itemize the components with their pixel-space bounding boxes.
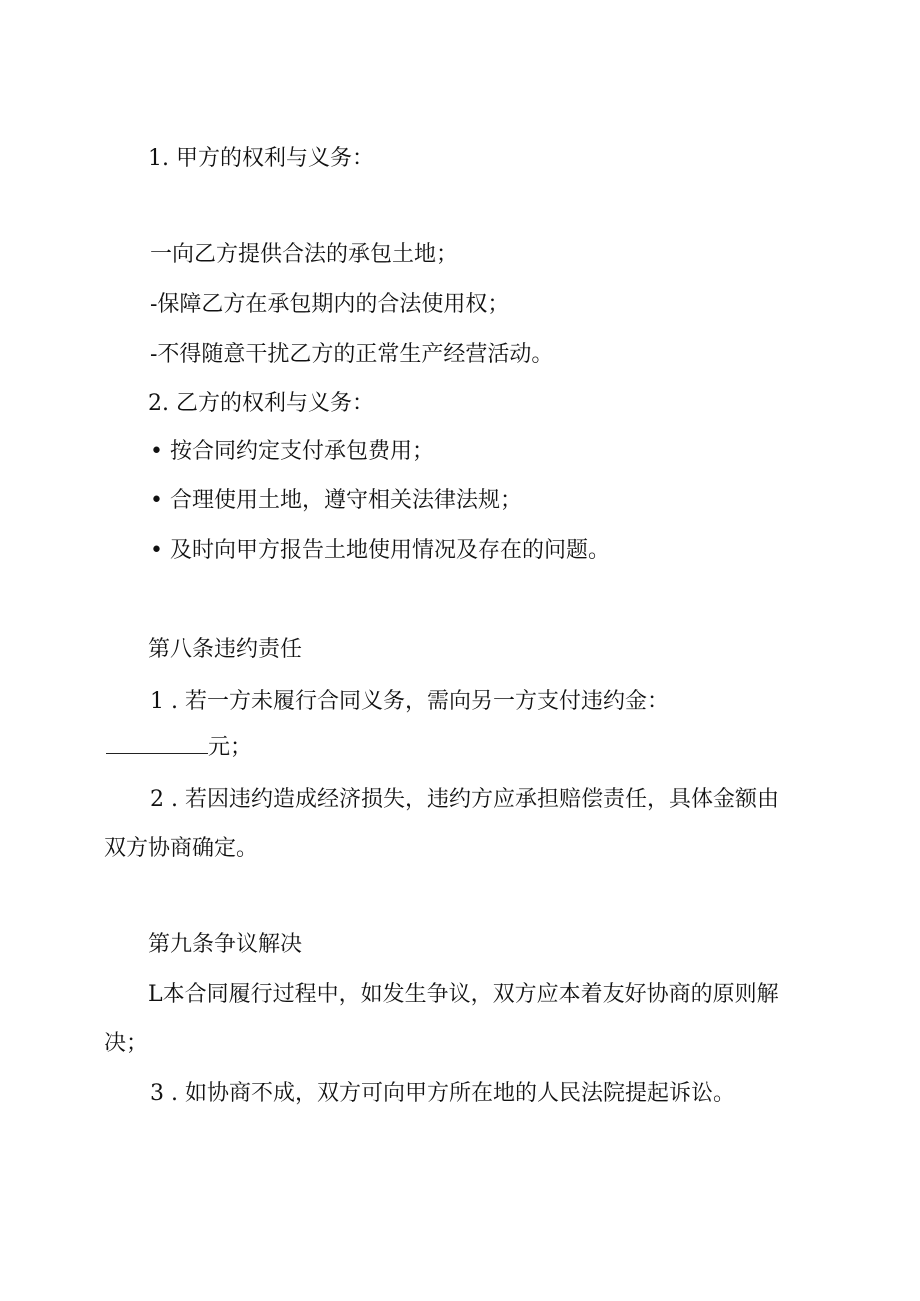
penalty-amount-blank	[106, 733, 208, 754]
party-a-item: -不得随意干扰乙方的正常生产经营活动。	[150, 342, 554, 367]
breach-item-2-continued: 双方协商确定。	[104, 836, 259, 861]
dispute-item-1-continued: 决；	[104, 1031, 149, 1056]
dispute-item-3: 3 . 如协商不成，双方可向甲方所在地的人民法院提起诉讼。	[150, 1081, 735, 1106]
section-title-breach-liability: 第八条违约责任	[148, 637, 303, 662]
breach-item-2: 2 . 若因违约造成经济损失，违约方应承担赔偿责任，具体金额由	[150, 787, 779, 812]
party-a-rights-heading: 1. 甲方的权利与义务：	[148, 146, 374, 171]
breach-item-1: 1 . 若一方未履行合同义务，需向另一方支付违约金：	[150, 689, 669, 714]
dispute-item-1: L本合同履行过程中，如发生争议，双方应本着友好协商的原则解	[148, 982, 779, 1007]
party-b-item: • 按合同约定支付承包费用；	[150, 439, 434, 464]
party-b-item: • 及时向甲方报告土地使用情况及存在的问题。	[150, 538, 610, 563]
penalty-unit: 元；	[208, 735, 253, 760]
section-title-dispute-resolution: 第九条争议解决	[148, 932, 303, 957]
penalty-amount-line	[106, 733, 252, 763]
party-b-item: • 合理使用土地，遵守相关法律法规；	[150, 488, 522, 513]
party-a-item: -保障乙方在承包期内的合法使用权；	[150, 292, 510, 317]
party-a-item: 一向乙方提供合法的承包土地；	[150, 242, 459, 267]
party-b-rights-heading: 2. 乙方的权利与义务：	[148, 391, 374, 416]
